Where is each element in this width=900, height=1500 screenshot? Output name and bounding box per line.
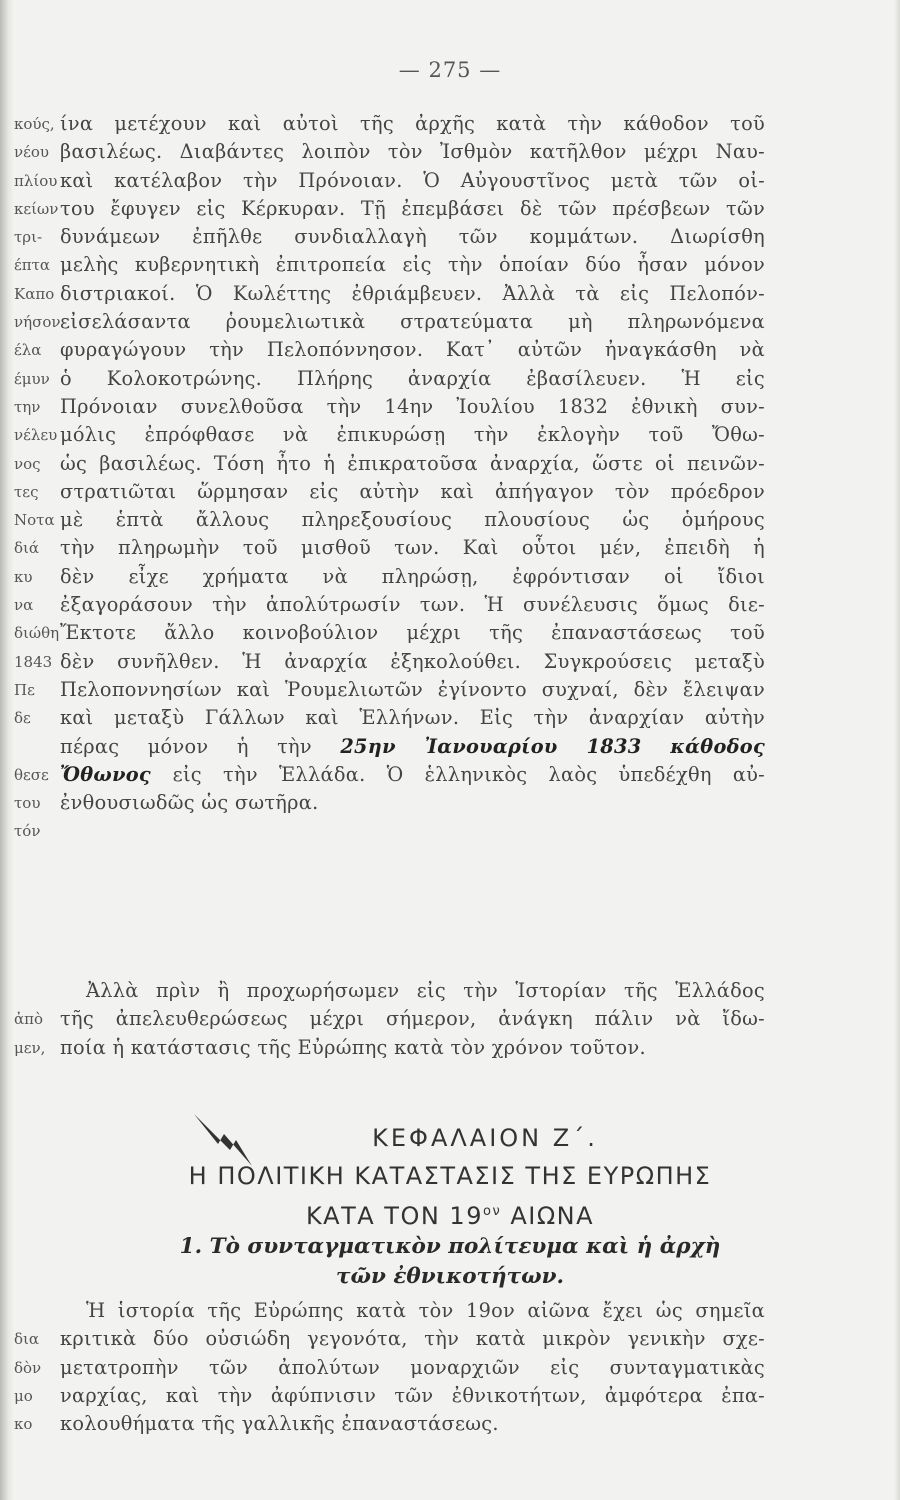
margin-fragment: τρι- xyxy=(14,228,43,247)
margin-fragment: να xyxy=(14,596,34,615)
text-line: Πελοποννησίων καὶ Ῥουμελιωτῶν ἐγίνοντο συχναί, δὲν ἔλειψαν xyxy=(60,677,765,701)
text-line: κολουθήματα τῆς γαλλικῆς ἐπαναστάσεως. xyxy=(60,1412,499,1436)
margin-fragment: του xyxy=(14,794,41,813)
text-line: μόλις ἐπρόφθασε νὰ ἐπικυρώσῃ τὴν ἐκλογὴν τοῦ Ὄθω- xyxy=(60,423,765,447)
section-heading xyxy=(0,1232,900,1292)
text-line: βασιλέως. Διαβάντες λοιπὸν τὸν Ἰσθμὸν κατῆλθον μέχρι Ναυ- xyxy=(60,140,765,164)
text-line: κριτικὰ δύο οὐσιώδη γεγονότα, τὴν κατὰ μικρὸν γενικὴν σχε- xyxy=(60,1327,765,1351)
text-line: Πρόνοιαν συνελθοῦσα τὴν 14ην Ἰουλίου 1832 ἐθνικὴ συν- xyxy=(60,394,765,418)
left-margin-fragments-p2 xyxy=(14,977,62,1062)
margin-fragment: νος xyxy=(14,454,41,473)
margin-fragment: τόν xyxy=(14,822,41,841)
text-line xyxy=(60,761,765,789)
emphasized-date: 25ην Ἰανουαρίου 1833 κάθοδος xyxy=(340,734,765,758)
margin-fragment xyxy=(14,977,62,1005)
text-line: καὶ κατέλαβον τὴν Πρόνοιαν. Ὁ Αὐγουστῖνος μετὰ τῶν οἰ- xyxy=(60,168,765,192)
margin-fragment: Πε xyxy=(14,680,35,699)
text-line: ἐξαγοράσουν τὴν ἀπολύτρωσίν των. Ἡ συνέλευσις ὅμως διε- xyxy=(60,593,765,617)
margin-fragment: έλα xyxy=(14,341,42,360)
text-line: ὡς βασιλέως. Τόση ἦτο ἡ ἐπικρατοῦσα ἀναρχία, ὥστε οἱ πεινῶν- xyxy=(60,451,765,475)
margin-fragment: μο xyxy=(14,1386,33,1405)
text-line: ναρχίας, καὶ τὴν ἀφύπνισιν τῶν ἐθνικοτήτων, ἀμφότερα ἐπα- xyxy=(60,1383,765,1407)
section-heading-line-1: 1. Τὸ συνταγματικὸν πολίτευμα καὶ ἡ ἀρχὴ xyxy=(179,1234,721,1259)
margin-fragment: διά xyxy=(14,539,40,558)
emphasized-name: Ὄθωνος xyxy=(60,762,173,786)
left-margin-fragments-p3 xyxy=(14,1297,62,1438)
margin-fragment: δε xyxy=(14,709,31,728)
text-line: Ἡ ἱστορία τῆς Εὐρώπης κατὰ τὸν 19ον αἰῶνα ἔχει ὡς σημεῖα xyxy=(86,1299,765,1322)
margin-fragment: δὸν xyxy=(14,1358,42,1377)
margin-fragment: την xyxy=(14,397,41,416)
margin-fragment: νέλευ xyxy=(14,426,58,445)
paragraph-2 xyxy=(60,977,765,1062)
margin-fragment: τες xyxy=(14,482,39,501)
margin-fragment: κο xyxy=(14,1415,33,1434)
text-line: μετατροπὴν τῶν ἀπολύτων μοναρχιῶν εἰς συνταγματικὰς xyxy=(60,1355,765,1379)
text-line: μελὴς κυβερνητικὴ ἐπιτροπεία εἰς τὴν ὁποίαν δύο ἦσαν μόνον xyxy=(60,253,765,277)
text-line: καὶ μεταξὺ Γάλλων καὶ Ἑλλήνων. Εἰς τὴν ἀναρχίαν αὐτὴν xyxy=(60,706,765,730)
margin-fragment: ἀπὸ xyxy=(14,1010,44,1029)
page-number: — 275 — xyxy=(398,58,502,82)
margin-fragment: θεσε xyxy=(14,765,49,784)
margin-fragment: μεν, xyxy=(14,1038,46,1057)
text-line: στρατιῶται ὥρμησαν εἰς αὐτὴν καὶ ἀπήγαγον τὸν πρόεδρον xyxy=(60,479,765,503)
paragraph-3 xyxy=(60,1297,765,1438)
margin-fragment: διώθη xyxy=(14,624,60,643)
margin-fragment: δια xyxy=(14,1330,40,1349)
chapter-header xyxy=(0,1118,900,1234)
margin-fragment: έπτα xyxy=(14,256,51,275)
chapter-label: ΚΕΦΑΛΑΙΟΝ Ζ΄. xyxy=(372,1124,598,1152)
text-fragment: εἰς τὴν Ἑλλάδα. Ὁ ἑλληνικὸς λαὸς ὑπεδέχθη αὐ- xyxy=(172,762,765,786)
text-line: Ἔκτοτε ἄλλο κοινοβούλιον μέχρι τῆς ἐπαναστάσεως τοῦ xyxy=(60,621,765,645)
text-fragment: πέρας μόνον ἡ τὴν xyxy=(60,734,341,758)
margin-fragment xyxy=(14,1297,62,1325)
text-line: μὲ ἑπτὰ ἄλλους πληρεξουσίους πλουσίους ὡς ὁμήρους xyxy=(60,508,765,532)
text-line: ὁ Κολοκοτρώνης. Πλήρης ἀναρχία ἐβασίλευεν. Ἡ εἰς xyxy=(60,366,765,390)
text-line: Ἀλλὰ πρὶν ἢ προχωρήσωμεν εἰς τὴν Ἱστορίαν τῆς Ἑλλάδος xyxy=(86,979,765,1002)
text-line: διστριακοί. Ὁ Κωλέττης ἐθριάμβευεν. Ἀλλὰ τὰ εἰς Πελοπόν- xyxy=(60,281,765,305)
margin-fragment: 1843 xyxy=(14,652,53,671)
text-line: δυνάμεων ἐπῆλθε συνδιαλλαγὴ τῶν κομμάτων. Διωρίσθη xyxy=(60,225,765,249)
text-line: τῆς ἀπελευθερώσεως μέχρι σήμερον, ἀνάγκη πάλιν νὰ ἴδω- xyxy=(60,1007,765,1031)
chapter-title-line-1: Η ΠΟΛΙΤΙΚΗ ΚΑΤΑΣΤΑΣΙΣ ΤΗΣ ΕΥΡΩΠΗΣ xyxy=(188,1162,712,1190)
margin-fragment: κούς, xyxy=(14,115,55,133)
left-margin-fragments xyxy=(14,110,62,846)
section-heading-line-2: τῶν ἐθνικοτήτων. xyxy=(336,1264,564,1289)
text-line: εἰσελάσαντα ῥουμελιωτικὰ στρατεύματα μὴ πληρωνόμενα xyxy=(60,310,765,334)
text-line: φυραγώγουν τὴν Πελοπόννησον. Κατ᾽ αὐτῶν ἠναγκάσθη νὰ xyxy=(60,338,765,362)
margin-fragment: νέου xyxy=(14,143,50,162)
margin-fragment xyxy=(14,733,62,761)
margin-fragment: νήσον xyxy=(14,313,61,332)
text-line: τὴν πληρωμὴν τοῦ μισθοῦ των. Καὶ οὗτοι μέν, ἐπειδὴ ἡ xyxy=(60,536,765,560)
paragraph-1 xyxy=(60,110,765,817)
chapter-title-line-2-suffix: ΑΙΩΝΑ xyxy=(501,1202,595,1230)
text-line: δὲν συνῆλθεν. Ἡ ἀναρχία ἐξηκολούθει. Συγκρούσεις μεταξὺ xyxy=(60,649,765,673)
chapter-title-line-2-prefix: ΚΑΤΑ ΤΟΝ 19 xyxy=(305,1202,483,1230)
margin-fragment: κυ xyxy=(14,567,33,586)
text-line: του ἔφυγεν εἰς Κέρκυραν. Τῇ ἐπεμβάσει δὲ τῶν πρέσβεων τῶν xyxy=(60,196,765,220)
text-line xyxy=(60,733,765,761)
text-line: ίνα μετέχουν καὶ αὐτοὶ τῆς ἀρχῆς κατὰ τὴν κάθοδον τοῦ xyxy=(60,112,765,135)
margin-fragment: κείων xyxy=(14,199,59,218)
chapter-title-line-2-superscript: ον xyxy=(482,1204,502,1219)
text-line: ποία ἡ κατάστασις τῆς Εὐρώπης κατὰ τὸν χρόνον τοῦτον. xyxy=(60,1035,646,1059)
chapter-title-line-2 xyxy=(0,1194,900,1234)
margin-fragment: Καπο xyxy=(14,284,55,303)
text-line: δὲν εἶχε χρήματα νὰ πληρώσῃ, ἐφρόντισαν οἱ ἴδιοι xyxy=(60,564,765,588)
margin-fragment: έμυν xyxy=(14,369,50,388)
text-line: ἐνθουσιωδῶς ὡς σωτῆρα. xyxy=(60,791,319,815)
margin-fragment: πλίου xyxy=(14,171,58,190)
margin-fragment: Νοτα xyxy=(14,511,55,530)
